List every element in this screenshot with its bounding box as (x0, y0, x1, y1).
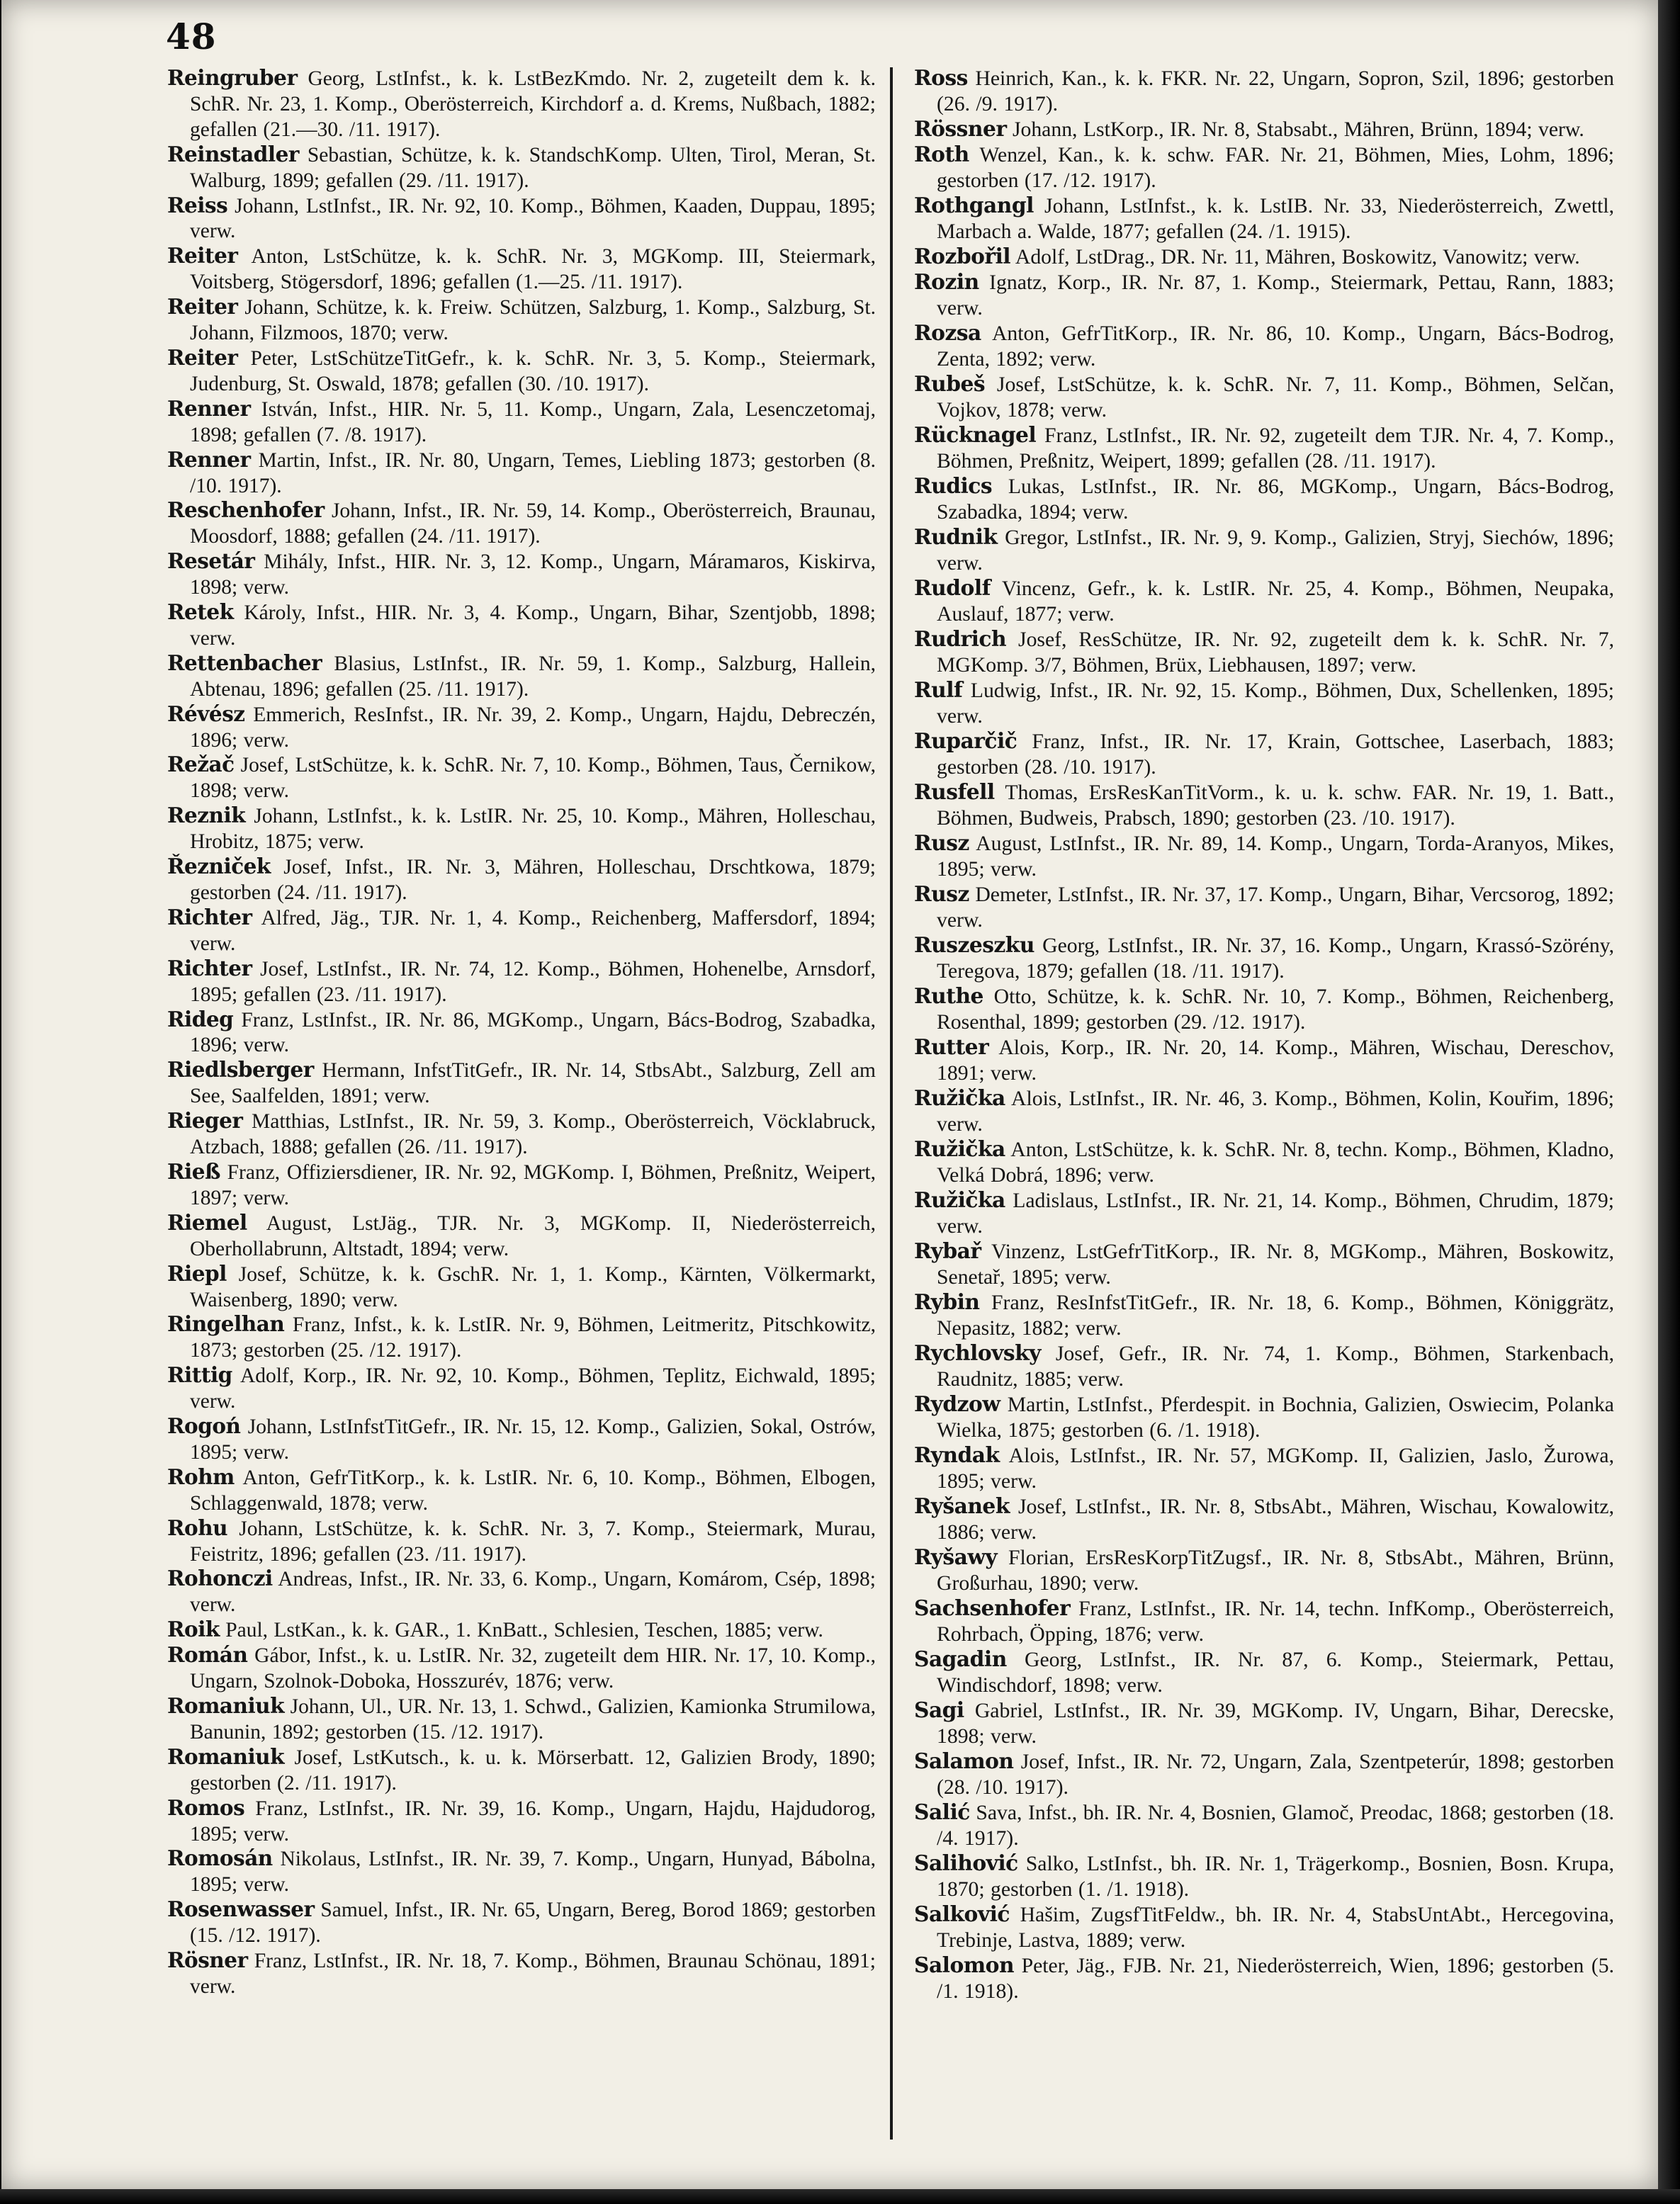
entry-details: Josef, Gefr., IR. Nr. 74, 1. Komp., Böhmen, Starkenbach, Raudnitz, 1885; verw. (937, 1343, 1614, 1391)
entry-surname: Ružička (914, 1086, 1005, 1111)
roster-entry (167, 1745, 876, 1796)
entry-surname: Ryšanek (914, 1494, 1010, 1519)
roster-entry (167, 244, 876, 295)
roster-entry (167, 1643, 876, 1694)
entry-surname: Ryšawy (914, 1545, 998, 1570)
entry-surname: Sagadin (914, 1647, 1007, 1672)
entry-surname: Ruthe (914, 984, 983, 1009)
entry-details: Franz, LstInfst., IR. Nr. 14, techn. InfKomp., Oberösterreich, Rohrbach, Öpping, 1876; verw. (937, 1598, 1614, 1646)
entry-surname: Rössner (914, 117, 1007, 142)
roster-entry (914, 244, 1614, 270)
roster-entry (167, 66, 876, 142)
entry-details: Paul, LstKan., k. k. GAR., 1. KnBatt., Schlesien, Teschen, 1885; verw. (219, 1619, 823, 1642)
roster-entry (914, 372, 1614, 423)
entry-details: Johann, Ul., UR. Nr. 13, 1. Schwd., Galizien, Kamionka Strumilowa, Banunin, 1892; gestorben (15. /12. 1917). (190, 1695, 876, 1744)
entry-details: August, LstInfst., IR. Nr. 89, 14. Komp., Ungarn, Torda-Aranyos, Mikes, 1895; verw. (937, 832, 1614, 881)
entry-details: Alois, LstInfst., IR. Nr. 46, 3. Komp., Böhmen, Kolin, Kouřim, 1896; verw. (937, 1087, 1614, 1136)
entry-surname: Riedlsberger (167, 1057, 314, 1083)
roster-entry (167, 1312, 876, 1363)
roster-entry (914, 1290, 1614, 1341)
entry-surname: Roik (167, 1617, 220, 1642)
entry-surname: Rideg (167, 1006, 234, 1032)
entry-surname: Řezniček (167, 854, 271, 879)
entry-details: Franz, ResInfstTitGefr., IR. Nr. 18, 6. Komp., Böhmen, Königgrätz, Nepasitz, 1882; verw. (937, 1292, 1614, 1340)
entry-surname: Rybin (914, 1290, 980, 1315)
entry-surname: Ross (914, 66, 968, 91)
entry-details: Andreas, Infst., IR. Nr. 33, 6. Komp., Ungarn, Komárom, Csép, 1898; verw. (190, 1568, 876, 1617)
entry-details: Florian, ErsResKorpTitZugsf., IR. Nr. 8, StbsAbt., Mähren, Brünn, Großurhau, 1890; verw. (937, 1547, 1614, 1595)
entry-details: Josef, LstKutsch., k. u. k. Mörserbatt. 12, Galizien Brody, 1890; gestorben (2. /11. 1917). (190, 1746, 876, 1795)
entry-surname: Rusz (914, 831, 969, 856)
roster-entry (167, 752, 876, 803)
entry-surname: Rohu (167, 1515, 228, 1540)
entry-details: Peter, LstSchützeTitGefr., k. k. SchR. Nr. 3, 5. Komp., Steiermark, Judenburg, St. Oswald, 1878; gefallen (30. /10. 1917). (190, 346, 876, 395)
entry-details: Hermann, InfstTitGefr., IR. Nr. 14, StbsAbt., Salzburg, Zell am See, Saalfelden, 1891; verw. (190, 1059, 876, 1108)
entry-surname: Rieger (167, 1108, 243, 1134)
entry-details: Georg, LstInfst., IR. Nr. 87, 6. Komp., Steiermark, Pettau, Windischdorf, 1898; verw. (937, 1649, 1614, 1697)
entry-surname: Sagi (914, 1698, 964, 1723)
entry-surname: Rudolf (914, 576, 991, 601)
entry-details: Sebastian, Schütze, k. k. StandschKomp. Ulten, Tirol, Meran, St. Walburg, 1899; gefallen (29. /11. 1917). (190, 143, 876, 192)
roster-entry (167, 600, 876, 651)
entry-details: Vincenz, Gefr., k. k. LstIR. Nr. 25, 4. Komp., Böhmen, Neupaka, Auslauf, 1877; verw. (937, 577, 1614, 626)
entry-details: Georg, LstInfst., IR. Nr. 37, 16. Komp., Ungarn, Krassó-Szörény, Teregova, 1879; gefallen (18. /11. 1917). (937, 934, 1614, 983)
entry-details: Alois, Korp., IR. Nr. 20, 14. Komp., Mähren, Wischau, Dereschov, 1891; verw. (937, 1036, 1614, 1085)
roster-entry (914, 1086, 1614, 1137)
entry-surname: Reznik (167, 803, 246, 828)
roster-entry (914, 1035, 1614, 1086)
roster-entry (914, 66, 1614, 117)
entry-surname: Ryndak (914, 1443, 1000, 1468)
entry-surname: Romaniuk (167, 1744, 285, 1769)
roster-entry (914, 474, 1614, 525)
roster-entry (914, 1800, 1614, 1851)
roster-entry (914, 882, 1614, 933)
entry-surname: Reiter (167, 294, 238, 320)
entry-surname: Révész (167, 701, 245, 726)
entry-surname: Rittig (167, 1362, 232, 1388)
page-number: 48 (166, 16, 217, 57)
entry-details: Martin, Infst., IR. Nr. 80, Ungarn, Temes, Liebling 1873; gestorben (8. /10. 1917). (190, 448, 876, 497)
entry-details: Ladislaus, LstInfst., IR. Nr. 21, 14. Komp., Böhmen, Chrudim, 1879; verw. (937, 1189, 1614, 1238)
roster-entry (914, 1188, 1614, 1239)
roster-entry (914, 321, 1614, 372)
entry-details: Otto, Schütze, k. k. SchR. Nr. 10, 7. Komp., Böhmen, Reichenberg, Rosenthal, 1899; gestorben (29. /12. 1917). (937, 985, 1614, 1034)
roster-entry (914, 1749, 1614, 1800)
entry-surname: Rohonczi (167, 1566, 273, 1591)
entry-details: Peter, Jäg., FJB. Nr. 21, Niederösterreich, Wien, 1896; gestorben (5. /1. 1918). (937, 1955, 1614, 2003)
entry-surname: Richter (167, 904, 252, 929)
entry-surname: Rusfell (914, 780, 995, 805)
entry-surname: Rudics (914, 474, 993, 499)
entry-surname: Rieß (167, 1158, 220, 1184)
roster-entry (914, 1137, 1614, 1188)
entry-details: Franz, LstInfst., IR. Nr. 39, 16. Komp., Ungarn, Hajdu, Hajdudorog, 1895; verw. (190, 1797, 876, 1846)
entry-details: Salko, LstInfst., bh. IR. Nr. 1, Trägerkomp., Bosnien, Bosn. Krupa, 1870; gestorben (1. /1. 1918). (937, 1853, 1614, 1901)
entry-details: Josef, Schütze, k. k. GschR. Nr. 1, 1. Komp., Kärnten, Völkermarkt, Waisenberg, 1890; verw. (190, 1262, 876, 1311)
entry-surname: Rybař (914, 1239, 981, 1264)
entry-surname: Salić (914, 1800, 970, 1825)
entry-surname: Romosán (167, 1846, 273, 1871)
entry-details: Johann, LstInfst., k. k. LstIR. Nr. 25, 10. Komp., Mähren, Holleschau, Hrobitz, 1875; verw. (190, 805, 876, 854)
entry-surname: Rusz (914, 882, 969, 907)
roster-entry (914, 117, 1614, 142)
entry-details: August, LstJäg., TJR. Nr. 3, MGKomp. II, Niederösterreich, Oberhollabrunn, Altstadt, 1894; verw. (190, 1211, 876, 1260)
roster-entry (914, 780, 1614, 831)
entry-details: Mihály, Infst., HIR. Nr. 3, 12. Komp., Ungarn, Máramaros, Kiskirva, 1898; verw. (190, 550, 876, 599)
roster-entry (167, 397, 876, 448)
entry-surname: Reingruber (167, 65, 298, 90)
entry-surname: Ruparčič (914, 729, 1017, 754)
left-column (167, 66, 876, 1999)
roster-entry (914, 423, 1614, 474)
entry-details: Franz, Offiziersdiener, IR. Nr. 92, MGKomp. I, Böhmen, Preßnitz, Weipert, 1897; verw. (190, 1160, 876, 1209)
roster-entry (914, 1953, 1614, 2004)
entry-surname: Rubeš (914, 372, 986, 397)
entry-surname: Rücknagel (914, 423, 1037, 448)
entry-details: Adolf, Korp., IR. Nr. 92, 10. Komp., Böhmen, Teplitz, Eichwald, 1895; verw. (190, 1364, 876, 1413)
entry-details: Josef, LstSchütze, k. k. SchR. Nr. 7, 11. Komp., Böhmen, Selčan, Vojkov, 1878; verw. (937, 373, 1614, 422)
entry-details: Lukas, LstInfst., IR. Nr. 86, MGKomp., Ungarn, Bács-Bodrog, Szabadka, 1894; verw. (937, 475, 1614, 524)
entry-details: Franz, Infst., k. k. LstIR. Nr. 9, Böhmen, Leitmeritz, Pitschkowitz, 1873; gestorben (25. /12. 1917). (190, 1313, 876, 1362)
entry-surname: Ružička (914, 1188, 1005, 1213)
entry-surname: Rychlovsky (914, 1341, 1041, 1366)
entry-surname: Resetár (167, 548, 255, 574)
entry-surname: Rudnik (914, 525, 998, 550)
entry-details: Franz, LstInfst., IR. Nr. 86, MGKomp., Ungarn, Bács-Bodrog, Szabadka, 1896; verw. (190, 1008, 876, 1057)
roster-entry (167, 1617, 876, 1643)
entry-details: Blasius, LstInfst., IR. Nr. 59, 1. Komp., Salzburg, Hallein, Abtenau, 1896; gefallen (25. /11. 1917). (190, 652, 876, 701)
roster-entry (914, 525, 1614, 576)
roster-entry (914, 1443, 1614, 1494)
scanned-page (1, 0, 1659, 2189)
entry-surname: Rosenwasser (167, 1897, 315, 1922)
entry-details: Johann, LstInfst., k. k. LstIB. Nr. 33, Niederösterreich, Zwettl, Marbach a. Walde, 1877; gefallen (24. /1. 1915). (937, 195, 1614, 243)
roster-entry (914, 1698, 1614, 1749)
roster-entry (914, 576, 1614, 627)
roster-entry (914, 1647, 1614, 1698)
entry-surname: Salković (914, 1902, 1010, 1927)
entry-details: Johann, LstInfstTitGefr., IR. Nr. 15, 12. Komp., Galizien, Sokal, Ostrów, 1895; verw. (190, 1415, 876, 1464)
roster-entry (167, 448, 876, 499)
entry-details: Gregor, LstInfst., IR. Nr. 9, 9. Komp., Galizien, Stryj, Siechów, 1896; verw. (937, 526, 1614, 575)
roster-entry (167, 956, 876, 1007)
roster-entry (167, 1897, 876, 1948)
column-divider (890, 67, 893, 2140)
entry-surname: Rettenbacher (167, 650, 322, 675)
entry-details: Johann, LstSchütze, k. k. SchR. Nr. 3, 7. Komp., Steiermark, Murau, Feistritz, 1896; gefallen (23. /11. 1917). (190, 1517, 876, 1566)
entry-surname: Reiss (167, 192, 228, 217)
roster-entry (167, 1211, 876, 1262)
entry-details: Heinrich, Kan., k. k. FKR. Nr. 22, Ungarn, Sopron, Szil, 1896; gestorben (26. /9. 1917). (937, 67, 1614, 115)
entry-surname: Rohm (167, 1464, 235, 1489)
entry-surname: Rozsa (914, 321, 981, 346)
scan-edge-right (1658, 0, 1680, 2204)
scan-edge-bottom (0, 2189, 1680, 2204)
roster-entry (914, 142, 1614, 193)
entry-surname: Retek (167, 599, 234, 625)
entry-surname: Rogoń (167, 1413, 241, 1439)
roster-entry (914, 933, 1614, 984)
roster-entry (914, 1494, 1614, 1545)
entry-details: Anton, GefrTitKorp., k. k. LstIR. Nr. 6, 10. Komp., Böhmen, Elbogen, Schlaggenwald, 1878; verw. (190, 1466, 876, 1515)
roster-entry (167, 1414, 876, 1465)
roster-entry (914, 193, 1614, 244)
roster-entry (914, 984, 1614, 1035)
entry-surname: Rozbořil (914, 244, 1011, 269)
entry-details: Johann, LstInfst., IR. Nr. 92, 10. Komp., Böhmen, Kaaden, Duppau, 1895; verw. (190, 194, 876, 243)
entry-details: Franz, Infst., IR. Nr. 17, Krain, Gottschee, Laserbach, 1883; gestorben (28. /10. 1917). (937, 730, 1614, 779)
entry-details: Vinzenz, LstGefrTitKorp., IR. Nr. 8, MGKomp., Mähren, Boskowitz, Senetař, 1895; verw. (937, 1241, 1614, 1289)
entry-details: Matthias, LstInfst., IR. Nr. 59, 3. Komp., Oberösterreich, Vöcklabruck, Atzbach, 1888; gefallen (26. /11. 1917). (190, 1110, 876, 1159)
entry-details: Emmerich, ResInfst., IR. Nr. 39, 2. Komp., Ungarn, Hajdu, Debreczén, 1896; verw. (190, 703, 876, 752)
right-column (914, 66, 1614, 2004)
roster-entry (914, 729, 1614, 780)
roster-entry (167, 1516, 876, 1567)
entry-surname: Riepl (167, 1260, 227, 1286)
roster-entry (914, 1545, 1614, 1596)
roster-entry (167, 1846, 876, 1897)
entry-surname: Rutter (914, 1035, 989, 1060)
entry-surname: Rösner (167, 1948, 248, 1973)
entry-details: Károly, Infst., HIR. Nr. 3, 4. Komp., Ungarn, Bihar, Szentjobb, 1898; verw. (190, 601, 876, 650)
roster-entry (167, 142, 876, 193)
roster-entry (167, 1262, 876, 1313)
roster-entry (167, 498, 876, 549)
roster-entry (914, 1341, 1614, 1392)
entry-surname: Renner (167, 395, 251, 421)
entry-surname: Ruszeszku (914, 933, 1035, 958)
entry-details: Gábor, Infst., k. u. LstIR. Nr. 32, zugeteilt dem HIR. Nr. 17, 10. Komp., Ungarn, Szolnok-Doboka, Hosszurév, 1876; verw. (190, 1644, 876, 1693)
entry-details: Sava, Infst., bh. IR. Nr. 4, Bosnien, Glamoč, Preodac, 1868; gestorben (18. /4. 1917). (937, 1802, 1614, 1850)
entry-surname: Salomon (914, 1953, 1015, 1978)
roster-entry (167, 1058, 876, 1109)
roster-entry (167, 193, 876, 244)
entry-details: Samuel, Infst., IR. Nr. 65, Ungarn, Bereg, Borod 1869; gestorben (15. /12. 1917). (190, 1899, 876, 1948)
entry-surname: Reinstadler (167, 141, 299, 166)
entry-details: Georg, LstInfst., k. k. LstBezKmdo. Nr. 2, zugeteilt dem k. k. SchR. Nr. 23, 1. Komp., Oberösterreich, Kirchdorf a. d. Krems, Nußbach, 1882; gefallen (21.—30. /11. 1917). (190, 67, 876, 141)
roster-entry (167, 1948, 876, 1999)
entry-details: Hašim, ZugsfTitFeldw., bh. IR. Nr. 4, StabsUntAbt., Hercegovina, Trebinje, Lastva, 1889; verw. (937, 1904, 1614, 1952)
roster-entry (167, 346, 876, 397)
entry-surname: Reschenhofer (167, 497, 325, 523)
entry-details: Johann, LstKorp., IR. Nr. 8, Stabsabt., Mähren, Brünn, 1894; verw. (1006, 118, 1584, 141)
roster-entry (167, 1796, 876, 1847)
entry-surname: Rozin (914, 270, 979, 295)
roster-entry (167, 905, 876, 956)
entry-details: Josef, ResSchütze, IR. Nr. 92, zugeteilt dem k. k. SchR. Nr. 7, MGKomp. 3/7, Böhmen, Brüx, Liebhausen, 1897; verw. (937, 628, 1614, 677)
entry-details: Adolf, LstDrag., DR. Nr. 11, Mähren, Boskowitz, Vanowitz; verw. (1010, 246, 1580, 269)
entry-details: Franz, LstInfst., IR. Nr. 92, zugeteilt dem TJR. Nr. 4, 7. Komp., Böhmen, Preßnitz, Weipert, 1899; gefallen (28. /11. 1917). (937, 424, 1614, 473)
roster-entry (167, 549, 876, 600)
roster-entry (914, 831, 1614, 882)
entry-details: Gabriel, LstInfst., IR. Nr. 39, MGKomp. IV, Ungarn, Bihar, Derecske, 1898; verw. (937, 1700, 1614, 1748)
entry-details: Anton, LstSchütze, k. k. SchR. Nr. 8, techn. Komp., Böhmen, Kladno, Velká Dobrá, 1896; verw. (937, 1138, 1614, 1187)
entry-details: Anton, GefrTitKorp., IR. Nr. 86, 10. Komp., Ungarn, Bács-Bodrog, Zenta, 1892; verw. (937, 322, 1614, 371)
entry-details: Josef, LstInfst., IR. Nr. 74, 12. Komp., Böhmen, Hohenelbe, Arnsdorf, 1895; gefallen (23. /11. 1917). (190, 957, 876, 1006)
roster-entry (167, 1363, 876, 1414)
roster-entry (167, 1566, 876, 1617)
entry-surname: Renner (167, 446, 251, 472)
roster-entry (167, 1160, 876, 1211)
roster-entry (167, 651, 876, 702)
roster-entry (914, 270, 1614, 321)
entry-surname: Rulf (914, 678, 963, 703)
entry-details: Alois, LstInfst., IR. Nr. 57, MGKomp. II, Galizien, Jaslo, Žurowa, 1895; verw. (937, 1445, 1614, 1493)
entry-surname: Riemel (167, 1209, 247, 1235)
entry-details: Josef, Infst., IR. Nr. 72, Ungarn, Zala, Szentpeterúr, 1898; gestorben (28. /10. 1917). (937, 1751, 1614, 1799)
entry-surname: Reiter (167, 243, 238, 269)
roster-entry (914, 1239, 1614, 1290)
entry-surname: Rudrich (914, 627, 1007, 652)
entry-surname: Salihović (914, 1851, 1018, 1876)
entry-surname: Sachsenhofer (914, 1596, 1071, 1621)
roster-entry (914, 627, 1614, 678)
roster-entry (914, 1902, 1614, 1953)
roster-entry (167, 854, 876, 905)
entry-surname: Román (167, 1642, 248, 1668)
roster-entry (167, 295, 876, 346)
entry-surname: Salamon (914, 1749, 1014, 1774)
roster-entry (167, 1109, 876, 1160)
entry-details: Nikolaus, LstInfst., IR. Nr. 39, 7. Komp., Ungarn, Hunyad, Bábolna, 1895; verw. (190, 1848, 876, 1897)
entry-details: Martin, LstInfst., Pferdespit. in Bochnia, Galizien, Oswiecim, Polanka Wielka, 1875; gestorben (6. /1. 1918). (937, 1394, 1614, 1442)
entry-surname: Roth (914, 142, 969, 167)
entry-surname: Režač (167, 752, 235, 777)
roster-entry (167, 1694, 876, 1745)
entry-details: Josef, LstSchütze, k. k. SchR. Nr. 7, 10. Komp., Böhmen, Taus, Černikow, 1898; verw. (190, 754, 876, 803)
roster-entry (914, 1851, 1614, 1902)
entry-details: Johann, Schütze, k. k. Freiw. Schützen, Salzburg, 1. Komp., Salzburg, St. Johann, Filzmoos, 1870; verw. (190, 296, 876, 345)
entry-details: Ludwig, Infst., IR. Nr. 92, 15. Komp., Böhmen, Dux, Schellenken, 1895; verw. (937, 679, 1614, 728)
entry-details: Wenzel, Kan., k. k. schw. FAR. Nr. 21, Böhmen, Mies, Lohm, 1896; gestorben (17. /12. 1917). (937, 144, 1614, 192)
entry-surname: Ružička (914, 1137, 1005, 1162)
roster-entry (914, 1596, 1614, 1647)
entry-details: Josef, LstInfst., IR. Nr. 8, StbsAbt., Mähren, Wischau, Kowalowitz, 1886; verw. (937, 1496, 1614, 1544)
entry-details: Franz, LstInfst., IR. Nr. 18, 7. Komp., Böhmen, Braunau Schönau, 1891; verw. (190, 1950, 876, 1998)
entry-surname: Rydzow (914, 1392, 1000, 1417)
roster-entry (167, 1007, 876, 1058)
roster-entry (167, 803, 876, 854)
entry-details: Demeter, LstInfst., IR. Nr. 37, 17. Komp., Ungarn, Bihar, Vercsorog, 1892; verw. (937, 883, 1614, 932)
roster-entry (167, 702, 876, 753)
entry-details: Alfred, Jäg., TJR. Nr. 1, 4. Komp., Reichenberg, Maffersdorf, 1894; verw. (190, 906, 876, 955)
roster-entry (914, 1392, 1614, 1443)
entry-surname: Romos (167, 1795, 245, 1820)
roster-entry (914, 678, 1614, 729)
entry-details: Josef, Infst., IR. Nr. 3, Mähren, Holleschau, Drschtkowa, 1879; gestorben (24. /11. 1917). (190, 856, 876, 904)
entry-details: Ignatz, Korp., IR. Nr. 87, 1. Komp., Steiermark, Pettau, Rann, 1883; verw. (937, 271, 1614, 320)
entry-surname: Ringelhan (167, 1311, 285, 1337)
entry-details: Anton, LstSchütze, k. k. SchR. Nr. 3, MGKomp. III, Steiermark, Voitsberg, Stögersdorf, 1896; gefallen (1.—25. /11. 1917). (190, 245, 876, 294)
entry-details: Johann, Infst., IR. Nr. 59, 14. Komp., Oberösterreich, Braunau, Moosdorf, 1888; gefallen (24. /11. 1917). (190, 499, 876, 548)
entry-details: Thomas, ErsResKanTitVorm., k. u. k. schw. FAR. Nr. 19, 1. Batt., Böhmen, Budweis, Prabsch, 1890; gestorben (23. /10. 1917). (937, 781, 1614, 830)
roster-entry (167, 1465, 876, 1516)
entry-surname: Rothgangl (914, 193, 1034, 218)
entry-details: István, Infst., HIR. Nr. 5, 11. Komp., Ungarn, Zala, Lesenczetomaj, 1898; gefallen (7. /8. 1917). (190, 397, 876, 446)
entry-surname: Reiter (167, 344, 238, 370)
entry-surname: Richter (167, 955, 252, 981)
entry-surname: Romaniuk (167, 1693, 285, 1718)
